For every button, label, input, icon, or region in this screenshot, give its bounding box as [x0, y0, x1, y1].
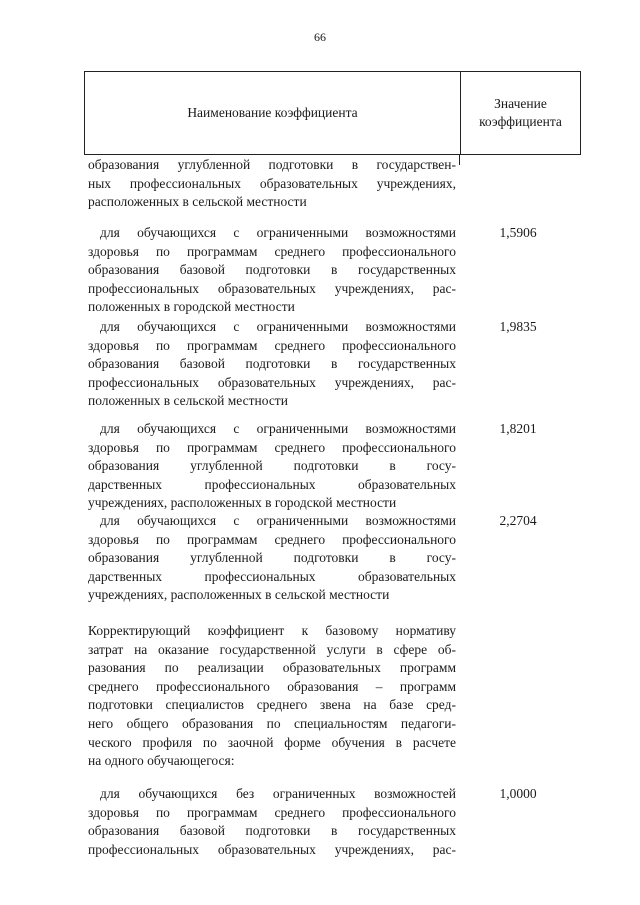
row-line: здоровья по программам среднего профессионального [88, 243, 456, 259]
row-line: среднего профессионального образования – программ [88, 678, 456, 694]
row-line: для обучающихся с ограниченными возможностями [100, 421, 456, 436]
coefficient-value: 1,5906 [499, 225, 537, 240]
row-line: ческого профиля по заочной форме обучения в расчете [88, 734, 456, 750]
row-line: подготовки специалистов среднего звена на базе сред- [88, 697, 456, 713]
table-row [88, 622, 456, 771]
coefficient-value: 1,9835 [499, 319, 537, 334]
row-line: дарственных профессиональных образовательных [88, 476, 456, 492]
table-row [88, 512, 456, 605]
row-line: разования по реализации образовательных программ [88, 660, 456, 676]
row-line: для обучающихся без ограниченных возможностей [100, 786, 456, 801]
row-line: него общего образования по специальностям педагоги- [88, 715, 456, 731]
row-line: для обучающихся с ограниченными возможностями [100, 319, 456, 334]
table-header [84, 71, 581, 155]
header-value-column: Значение коэффициента [479, 96, 562, 129]
row-line: здоровья по программам среднего профессионального [88, 531, 456, 547]
row-line: на одного обучающегося: [88, 753, 235, 769]
row-line: положенных в городской местности [88, 299, 295, 315]
column-divider [459, 155, 460, 165]
row-line: профессиональных образовательных учреждениях, рас- [88, 841, 456, 857]
row-line: положенных в сельской местности [88, 393, 288, 409]
row-line: образования углубленной подготовки в государствен- [88, 157, 456, 172]
table-row [88, 224, 456, 317]
row-line: образования базовой подготовки в государственных [88, 356, 456, 372]
row-line: дарственных профессиональных образовательных [88, 568, 456, 584]
table-row [88, 420, 456, 513]
row-line: для обучающихся с ограниченными возможностями [100, 225, 456, 240]
coefficient-value: 1,8201 [499, 421, 537, 436]
row-line: образования базовой подготовки в государственных [88, 823, 456, 839]
row-line: образования базовой подготовки в государственных [88, 262, 456, 278]
coefficient-value: 2,2704 [499, 513, 537, 528]
row-line: для обучающихся с ограниченными возможностями [100, 513, 456, 528]
row-line: учреждениях, расположенных в городской местности [88, 495, 397, 511]
row-line: образования углубленной подготовки в госу- [88, 550, 456, 566]
row-line: затрат на оказание государственной услуги в сфере об- [88, 641, 456, 657]
row-line: профессиональных образовательных учреждениях, рас- [88, 280, 456, 296]
row-line: Корректирующий коэффициент к базовому нормативу [88, 623, 456, 638]
table-row [88, 785, 456, 859]
table-row [88, 318, 456, 411]
row-line: здоровья по программам среднего профессионального [88, 337, 456, 353]
page-number: 66 [314, 30, 326, 44]
row-line: здоровья по программам среднего профессионального [88, 439, 456, 455]
row-line: профессиональных образовательных учреждениях, рас- [88, 374, 456, 390]
coefficient-value: 1,0000 [499, 786, 537, 801]
row-line: расположенных в сельской местности [88, 194, 307, 210]
row-line: учреждениях, расположенных в сельской местности [88, 587, 390, 603]
header-name-column: Наименование коэффициента [85, 72, 461, 154]
row-line: здоровья по программам среднего профессионального [88, 804, 456, 820]
table-row [88, 156, 456, 212]
row-line: ных профессиональных образовательных учреждениях, [88, 175, 456, 191]
row-line: образования углубленной подготовки в госу- [88, 458, 456, 474]
